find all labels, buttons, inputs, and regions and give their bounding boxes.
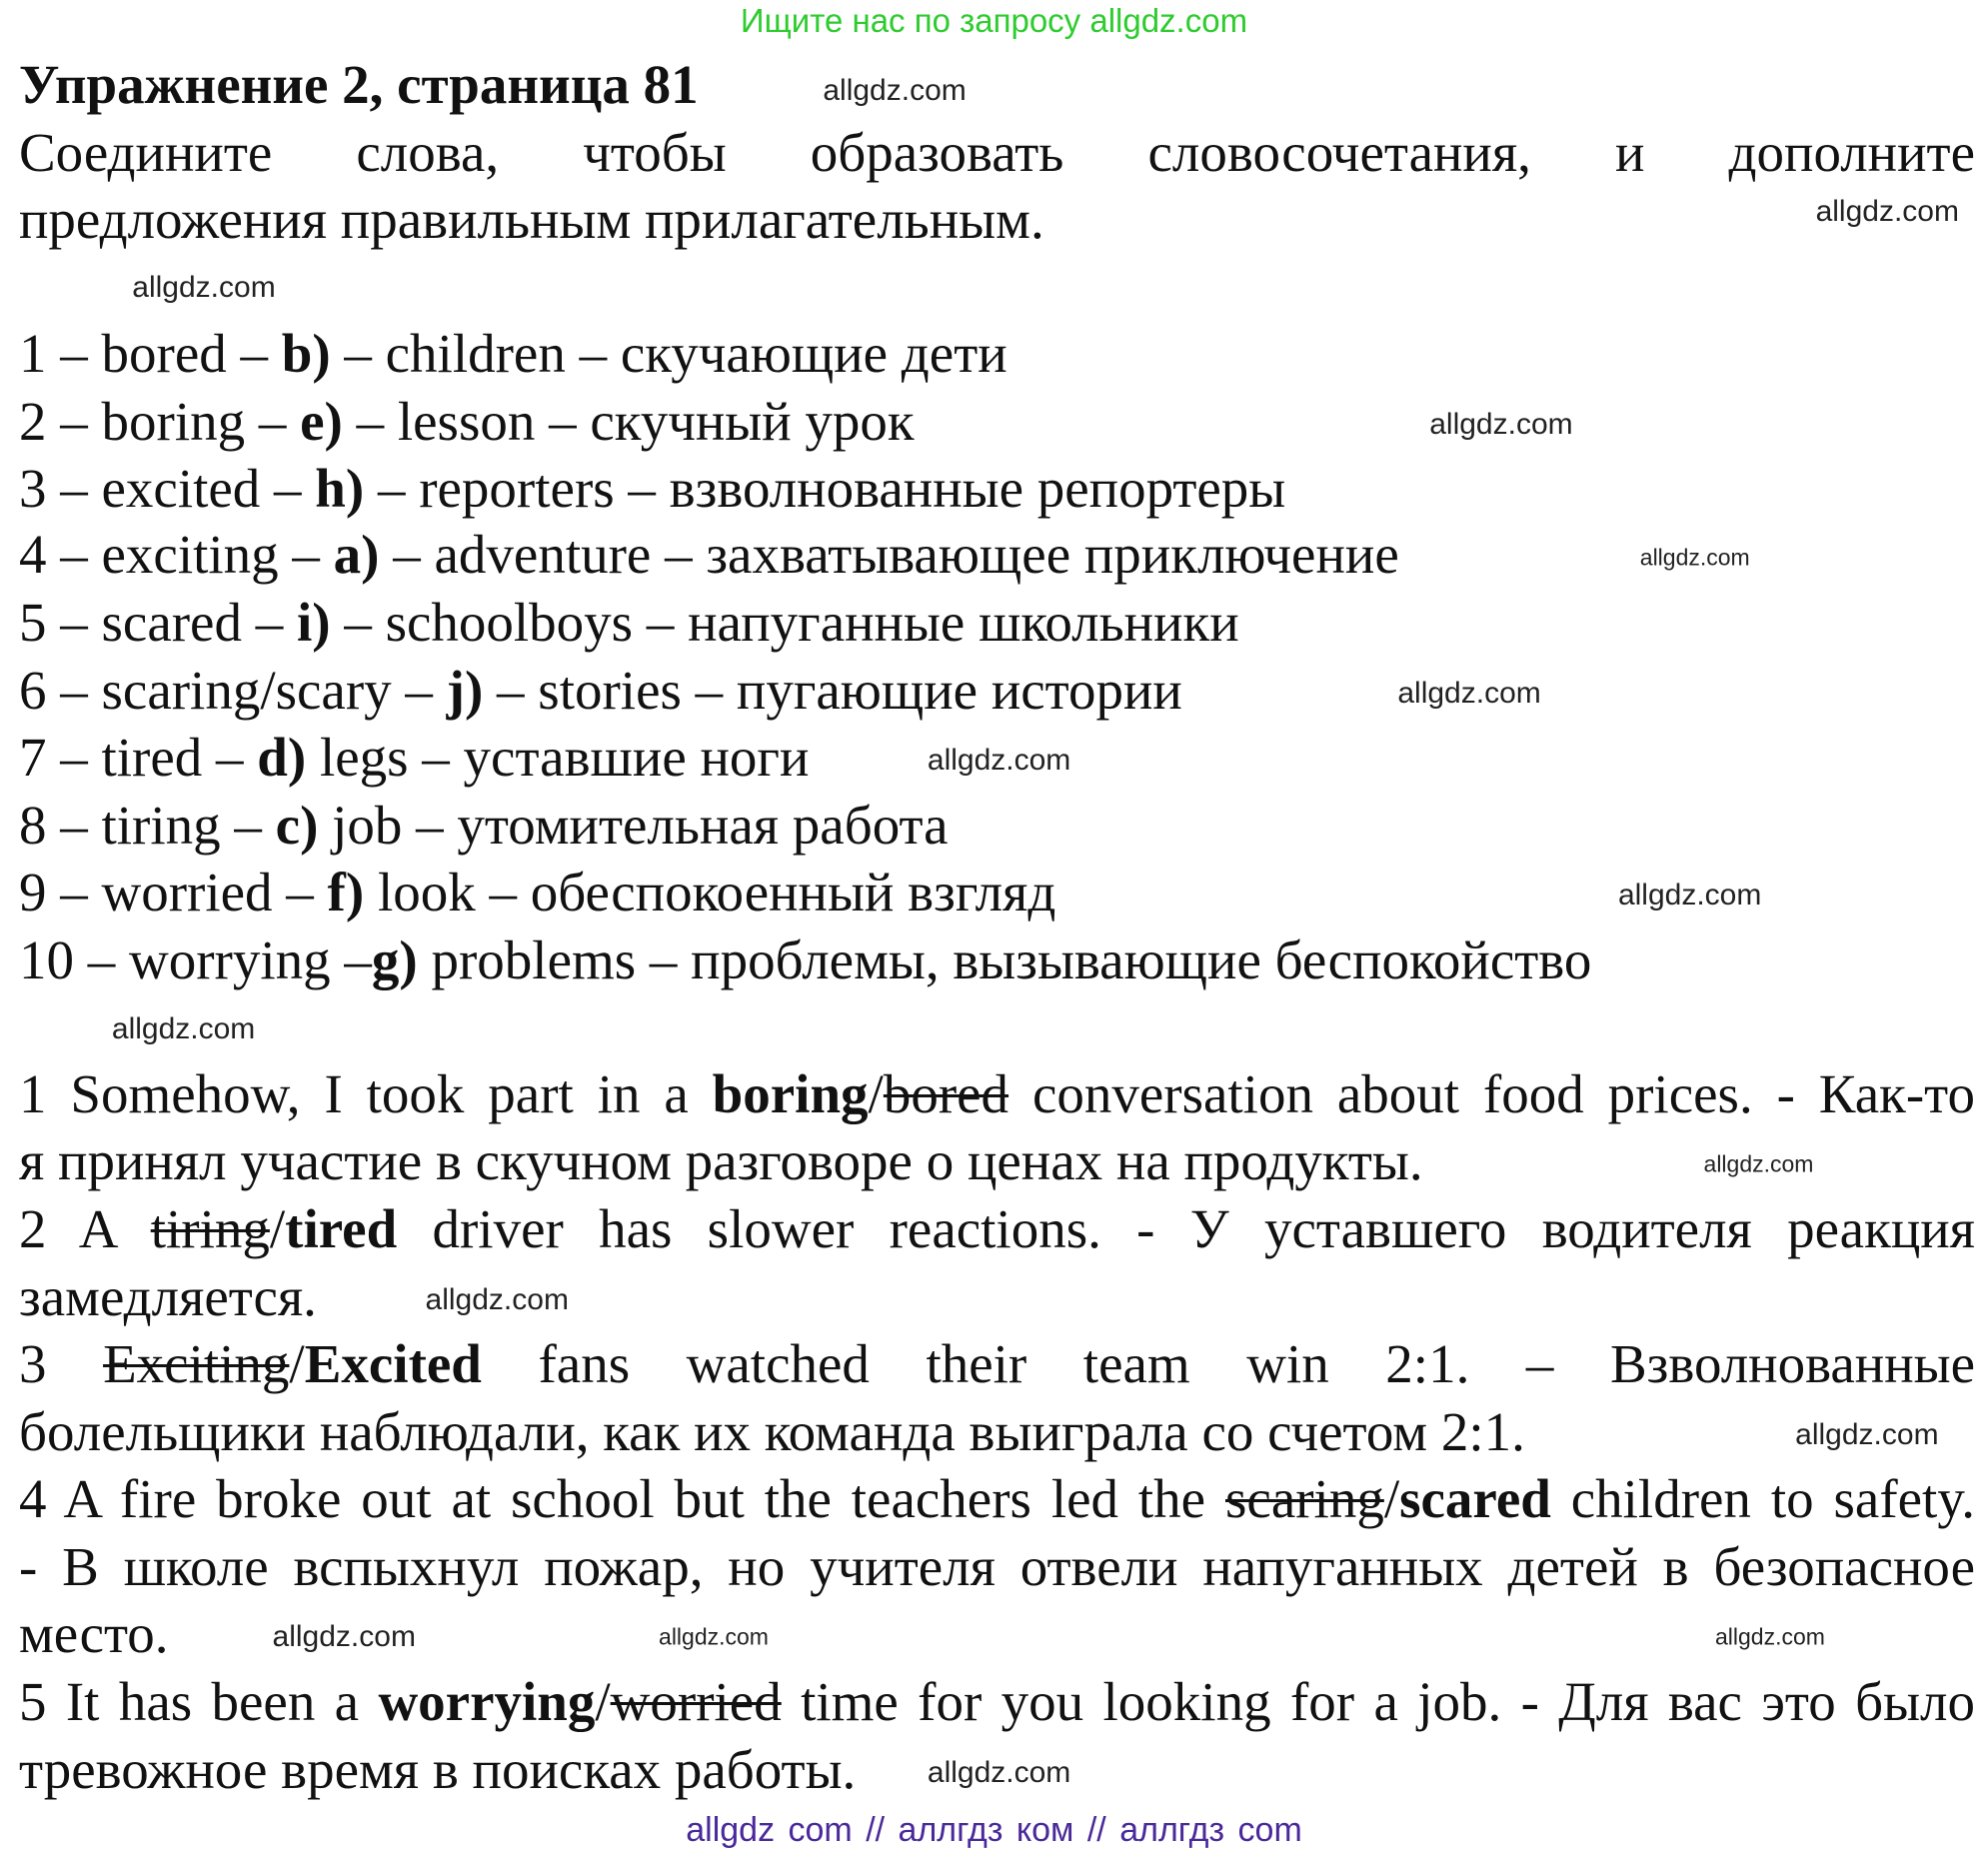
watermark: allgdz.com <box>1795 1417 1939 1451</box>
match-item <box>19 522 1399 588</box>
watermark: allgdz.com <box>1815 194 1959 228</box>
sentence-line <box>19 1534 1975 1600</box>
match-item <box>19 860 1055 925</box>
line-text: - В школе вспыхнул пожар, но учителя отвели напуганных детей в безопасное <box>19 1535 1975 1597</box>
line-text: 1 Somehow, I took part in a <box>19 1062 713 1124</box>
line-text: – children – скучающие дети <box>330 323 1007 384</box>
line-text: time for you looking for a job. - Для вас это было <box>781 1670 1975 1732</box>
sentence-line <box>19 1196 1975 1262</box>
answer-text: i) <box>296 592 331 654</box>
watermark: allgdz.com <box>1703 1150 1814 1177</box>
line-text: 2 A <box>19 1197 151 1259</box>
answer-text: e) <box>300 390 343 452</box>
line-text: legs – уставшие ноги <box>306 727 810 789</box>
line-text: болельщики наблюдали, как их команда выиграла со счетом 2:1. <box>19 1400 1525 1462</box>
struck-text: worried <box>610 1670 782 1732</box>
watermark: allgdz.com <box>659 1623 769 1650</box>
sentence-line <box>19 1669 1975 1735</box>
line-text: 7 – tired – <box>19 727 258 789</box>
line-text: look – обеспокоенный взгляд <box>364 862 1056 924</box>
line-text: я принял участие в скучном разговоре о ценах на продукты. <box>19 1130 1423 1192</box>
line-text: / <box>595 1670 611 1732</box>
footer-links[interactable]: allgdz com // аллгдз ком // аллгдз com <box>686 1811 1302 1849</box>
line-text: / <box>289 1333 305 1395</box>
line-text: 3 <box>19 1333 104 1395</box>
line-text: 4 – exciting – <box>19 524 334 586</box>
line-text: 1 – bored – <box>19 323 282 384</box>
sentence-line <box>19 1128 1423 1194</box>
answer-text: tired <box>285 1197 398 1259</box>
line-text: 2 – boring – <box>19 390 301 452</box>
line-text: – stories – пугающие истории <box>483 659 1182 721</box>
sentence-line <box>19 1061 1975 1127</box>
watermark: allgdz.com <box>1429 407 1573 441</box>
line-text: место. <box>19 1603 169 1665</box>
sentence-line <box>19 1331 1975 1397</box>
line-text: 5 It has been a <box>19 1670 379 1732</box>
line-text: замедляется. <box>19 1265 317 1327</box>
answer-text: Excited <box>304 1333 482 1395</box>
line-text: 8 – tiring – <box>19 794 276 856</box>
answer-text: g) <box>371 928 418 990</box>
match-item <box>19 389 915 455</box>
match-item <box>19 725 809 791</box>
watermark: allgdz.com <box>425 1282 569 1316</box>
line-text: – schoolboys – напуганные школьники <box>330 592 1239 654</box>
watermark: allgdz.com <box>111 1012 256 1046</box>
answer-text: scared <box>1399 1468 1551 1530</box>
watermark: allgdz.com <box>823 73 967 107</box>
watermark: allgdz.com <box>1617 879 1762 913</box>
watermark: allgdz.com <box>1397 676 1541 710</box>
line-text: тревожное время в поисках работы. <box>19 1738 857 1800</box>
match-item <box>19 590 1239 656</box>
line-text: driver has slower reactions. - У уставшего водителя реакция <box>397 1197 1975 1259</box>
watermark: allgdz.com <box>927 744 1071 778</box>
line-text: 6 – scaring/scary – <box>19 659 447 721</box>
instruction-line <box>19 120 1975 186</box>
page-title: Упражнение 2, страница 81 <box>19 54 699 115</box>
answer-text: c) <box>275 794 319 856</box>
answer-text: b) <box>281 323 331 384</box>
line-text: предложения правильным прилагательным. <box>19 189 1044 251</box>
line-text: problems – проблемы, вызывающие беспокойство <box>417 928 1592 990</box>
watermark: allgdz.com <box>1715 1623 1825 1650</box>
watermark: allgdz.com <box>927 1755 1071 1789</box>
line-text: fans watched their team win 2:1. – Взволнованные <box>481 1333 1975 1395</box>
match-item <box>19 927 1591 993</box>
answer-text: worrying <box>378 1670 596 1732</box>
line-text: – adventure – захватывающее приключение <box>379 524 1399 586</box>
answer-text: j) <box>446 659 484 721</box>
line-text: 9 – worried – <box>19 862 328 924</box>
line-text: / <box>868 1062 884 1124</box>
struck-text: Exciting <box>103 1333 290 1395</box>
struck-text: scaring <box>1225 1468 1384 1530</box>
watermark: allgdz.com <box>272 1620 416 1654</box>
match-item <box>19 658 1182 724</box>
watermark: allgdz.com <box>132 271 276 305</box>
match-item <box>19 321 1007 387</box>
struck-text: tiring <box>150 1197 270 1259</box>
sentence-line <box>19 1737 856 1803</box>
sentence-line <box>19 1399 1525 1465</box>
sentence-line <box>19 1264 317 1330</box>
search-banner: Ищите нас по запросу allgdz.com <box>740 2 1248 39</box>
line-text: / <box>269 1197 286 1259</box>
sentence-line <box>19 1466 1975 1532</box>
line-text: 3 – excited – <box>19 458 316 520</box>
answer-text: a) <box>333 524 380 586</box>
line-text: – reporters – взволнованные репортеры <box>364 458 1286 520</box>
instruction-line <box>19 187 1044 253</box>
match-item <box>19 793 949 859</box>
line-text: children to safety. <box>1550 1468 1976 1530</box>
line-text: / <box>1383 1468 1400 1530</box>
struck-text: bored <box>883 1062 1009 1124</box>
line-text: 5 – scared – <box>19 592 297 654</box>
line-text: 10 – worrying – <box>19 928 372 990</box>
line-text: Соедините слова, чтобы образовать словосочетания, и дополните <box>19 121 1975 183</box>
watermark: allgdz.com <box>1639 544 1750 571</box>
answer-text: h) <box>315 458 365 520</box>
line-text: conversation about food prices. - Как-то <box>1008 1062 1975 1124</box>
answer-text: f) <box>327 862 365 924</box>
line-text: 4 A fire broke out at school but the teachers led the <box>19 1468 1225 1530</box>
answer-text: boring <box>712 1062 869 1124</box>
line-text: – lesson – скучный урок <box>342 390 915 452</box>
match-item <box>19 456 1285 522</box>
line-text: job – утомительная работа <box>318 794 949 856</box>
sentence-line <box>19 1601 169 1667</box>
answer-text: d) <box>257 727 307 789</box>
